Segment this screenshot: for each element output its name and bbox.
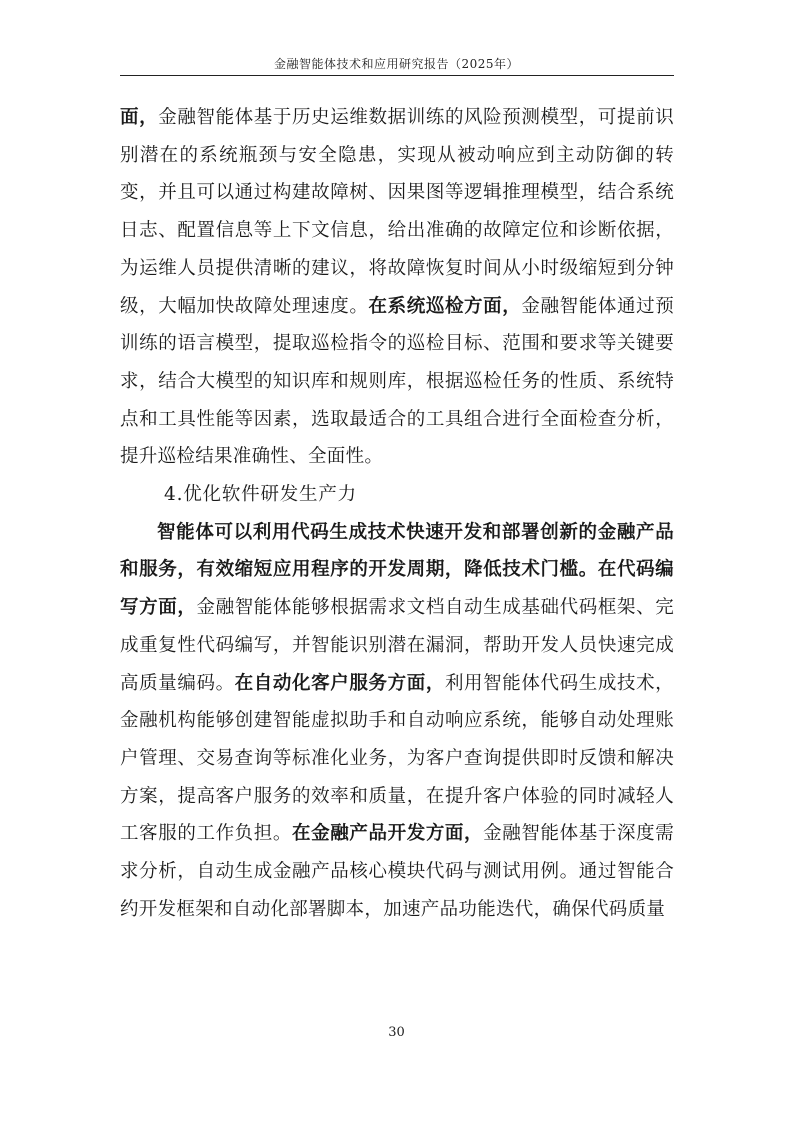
bold-phrase: 在自动化客户服务方面，	[234, 672, 445, 694]
body-text: 利用智能体代码生成技术，金融机构能够创建智能虚拟助手和自动响应系统，能够自动处理账户管理、交易查询等标准化业务，为客户查询提供即时反馈和解决方案，提高客户服务的效率和质量，在提升客户体验的同时减轻人工客服的工作负担。	[120, 672, 674, 845]
bold-phrase: 面，	[120, 107, 159, 128]
body-text: 金融智能体基于深度需求分析，自动生成金融产品核心模块代码与测试用例。通过智能合约开发框架和自动化部署脚本，加速产品功能迭代，确保代码质量	[120, 823, 674, 920]
page-body	[120, 99, 674, 928]
paragraph-ops-inspection	[120, 99, 674, 476]
section-subheading: 4.优化软件研发生产力	[164, 484, 357, 506]
body-text: 金融智能体能够根据需求文档自动生成基础代码框架、完成重复性代码编写，并智能识别潜在漏洞，帮助开发人员快速完成高质量编码。	[120, 597, 674, 694]
bold-phrase: 在代码编写方面，	[120, 559, 674, 619]
bold-phrase: 在金融产品开发方面，	[292, 823, 484, 845]
paragraph-software-dev	[120, 514, 674, 929]
bold-lead-sentence: 智能体可以利用代码生成技术快速开发和部署创新的金融产品和服务，有效缩短应用程序的开发周期，降低技术门槛。	[120, 521, 674, 581]
body-text: 金融智能体基于历史运维数据训练的风险预测模型，可提前识别潜在的系统瓶颈与安全隐患，实现从被动响应到主动防御的转变，并且可以通过构建故障树、因果图等逻辑推理模型，结合系统日志、配置信息等上下文信息，给出准确的故障定位和诊断依据，为运维人员提供清晰的建议，将故障恢复时间从小时级缩短到分钟级，大幅加快故障处理速度。	[120, 107, 674, 317]
body-text: 金融智能体通过预训练的语言模型，提取巡检指令的巡检目标、范围和要求等关键要求，结合大模型的知识库和规则库，根据巡检任务的性质、系统特点和工具性能等因素，选取最适合的工具组合进行全面检查分析，提升巡检结果准确性、全面性。	[120, 295, 675, 468]
header-divider	[120, 75, 674, 76]
page-number: 30	[388, 1025, 405, 1040]
running-header: 金融智能体技术和应用研究报告（2025年）	[273, 57, 520, 71]
bold-phrase: 在系统巡检方面，	[368, 295, 522, 317]
